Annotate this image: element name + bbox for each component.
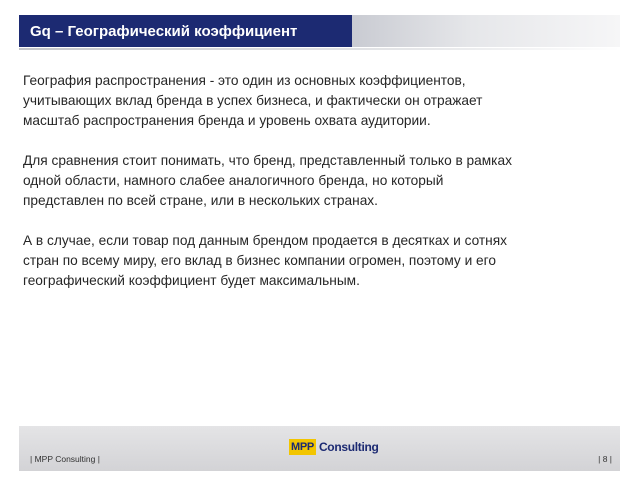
paragraph-2-line-1: Для сравнения стоит понимать, что бренд, представленный только в рамках	[23, 153, 512, 168]
title-underline	[19, 48, 620, 50]
page-number: | 8 |	[598, 454, 612, 464]
paragraph-2-line-3: представлен по всей стране, или в нескольких странах.	[23, 193, 378, 208]
title-bar	[19, 15, 352, 47]
mpp-consulting-logo	[289, 439, 379, 455]
paragraph-3	[23, 231, 615, 291]
paragraph-3-line-2: стран по всему миру, его вклад в бизнес компании огромен, поэтому и его	[23, 253, 496, 268]
title-bar-fade	[352, 15, 620, 47]
footer-company-text: | MPP Consulting |	[30, 454, 100, 464]
slide-title: Gq – Географический коэффициент	[30, 22, 298, 40]
paragraph-3-line-3: географический коэффициент будет максимальным.	[23, 273, 360, 288]
logo-consulting-word: Consulting	[318, 440, 379, 454]
slide-body	[23, 71, 615, 311]
paragraph-3-line-1: А в случае, если товар под данным брендом продается в десятках и сотнях	[23, 233, 507, 248]
paragraph-1-line-3: масштаб распространения бренда и уровень охвата аудитории.	[23, 113, 431, 128]
paragraph-1-line-2: учитывающих вклад бренда в успех бизнеса, и фактически он отражает	[23, 93, 483, 108]
footer-bar	[19, 426, 620, 471]
logo-mpp-box: MPP	[291, 441, 314, 453]
paragraph-2-line-2: одной области, намного слабее аналогичного бренда, но который	[23, 173, 444, 188]
paragraph-2	[23, 151, 615, 211]
paragraph-1	[23, 71, 615, 131]
paragraph-1-line-1: География распространения - это один из основных коэффициентов,	[23, 73, 466, 88]
